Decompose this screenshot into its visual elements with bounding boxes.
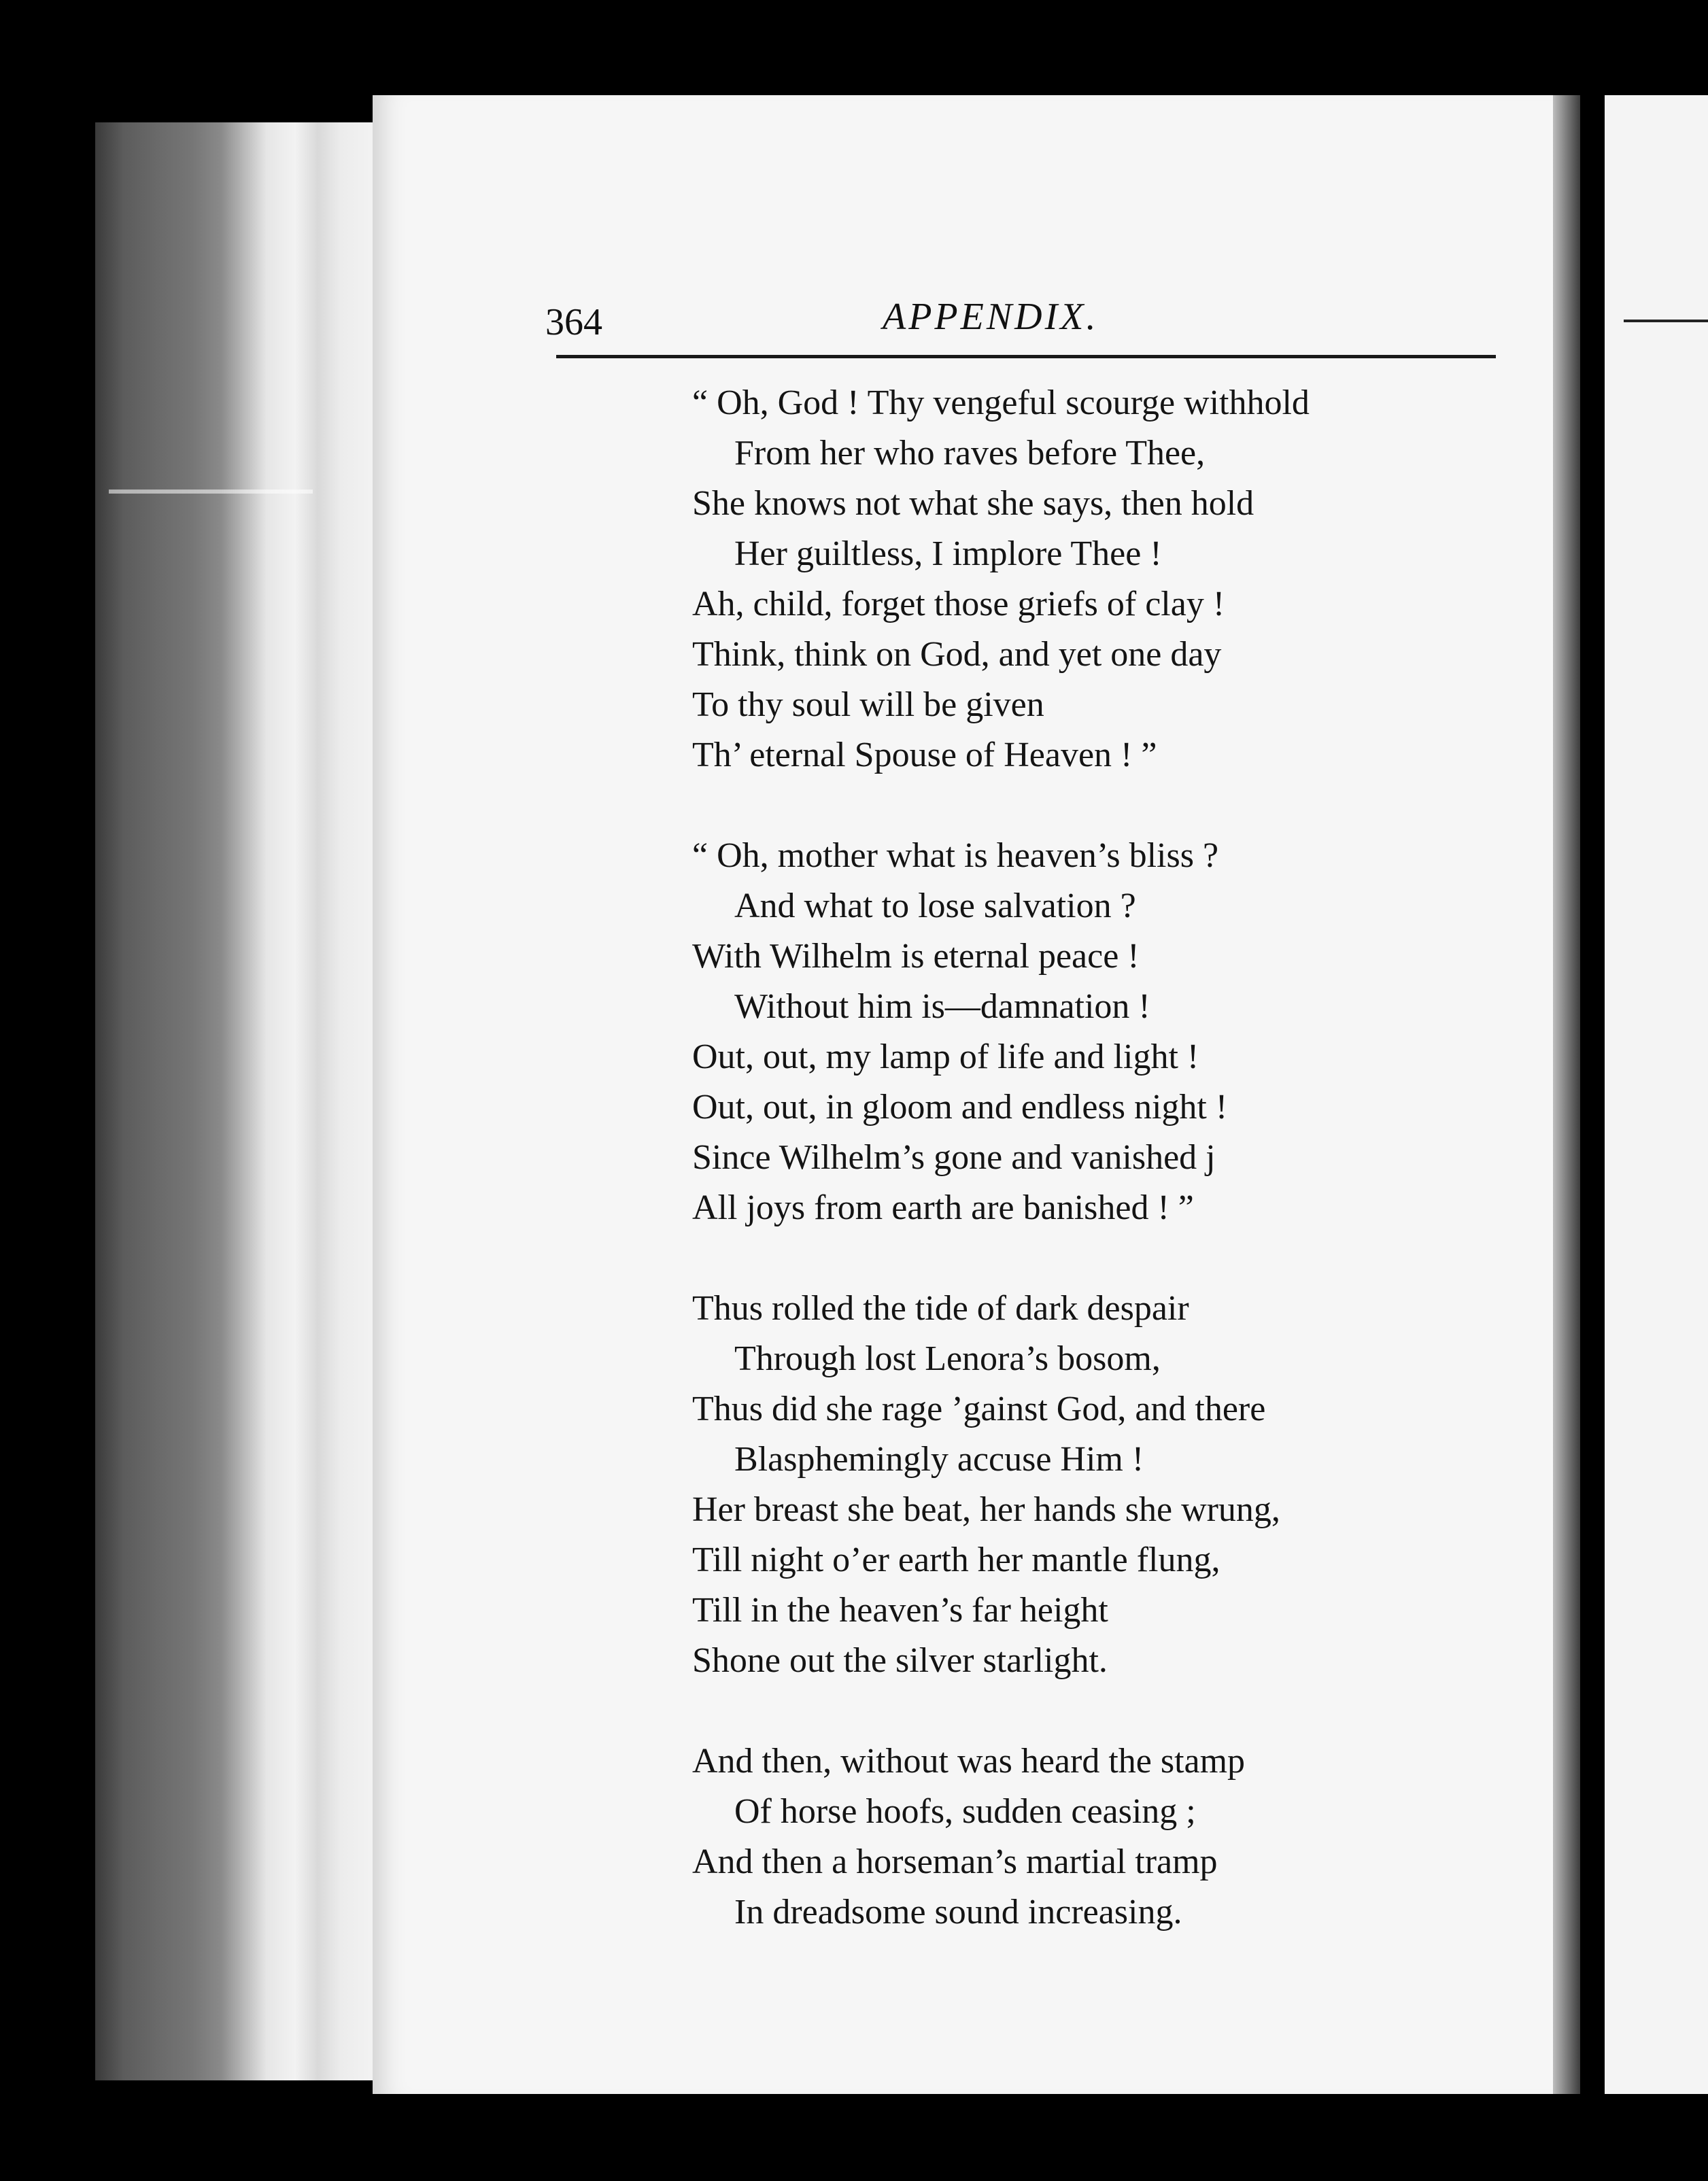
poem-line: In dreadsome sound increasing. [734,1893,1182,1931]
poem-line: Her breast she beat, her hands she wrung, [692,1490,1280,1529]
poem-line: Th’ eternal Spouse of Heaven ! ” [692,736,1157,774]
poem-line: Since Wilhelm’s gone and vanished j [692,1138,1216,1177]
poem-line: She knows not what she says, then hold [692,484,1254,523]
poem-line: And then, without was heard the stamp [692,1742,1246,1781]
poem-line: Blasphemingly accuse Him ! [734,1440,1144,1479]
poem-line: All joys from earth are banished ! ” [692,1188,1194,1227]
poem-line: Shone out the silver starlight. [692,1641,1108,1680]
poem-line: From her who raves before Thee, [734,434,1206,473]
poem-line: Think, think on God, and yet one day [692,635,1222,674]
poem-line: Till in the heaven’s far height [692,1591,1108,1630]
poem-line: “ Oh, mother what is heaven’s bliss ? [692,836,1219,875]
stanza-4 [692,1736,1494,1938]
page-header [545,287,1497,355]
stanza-1 [692,378,1494,780]
poem-line: And then a horseman’s martial tramp [692,1842,1218,1881]
poem-line: Of horse hoofs, sudden ceasing ; [734,1792,1196,1831]
facing-page-rule [1624,320,1708,322]
poem-line: Her guiltless, I implore Thee ! [734,534,1162,573]
poem-line: “ Oh, God ! Thy vengeful scourge withhold [692,383,1310,422]
poem-line: Through lost Lenora’s bosom, [734,1339,1161,1378]
poem-line: With Wilhelm is eternal peace ! [692,937,1140,976]
stanza-2 [692,831,1494,1233]
poem-body [692,378,1494,1988]
poem-line: Thus rolled the tide of dark despair [692,1289,1189,1328]
facing-page-edge [1605,95,1708,2094]
poem-line: Ah, child, forget those griefs of clay ! [692,585,1225,623]
stanza-3 [692,1284,1494,1686]
poem-line: Thus did she rage ’gainst God, and there [692,1390,1266,1428]
poem-line: Out, out, my lamp of life and light ! [692,1037,1199,1076]
running-title: APPENDIX. [883,296,1099,338]
book-gutter [1553,95,1580,2094]
poem-line: Till night o’er earth her mantle flung, [692,1541,1220,1579]
page-fore-edge [95,122,381,2080]
poem-line: Without him is—damnation ! [734,987,1150,1026]
poem-line: Out, out, in gloom and endless night ! [692,1088,1228,1127]
edge-streak [109,490,313,494]
poem-line: To thy soul will be given [692,685,1044,724]
poem-line: And what to lose salvation ? [734,887,1136,925]
page-number: 364 [545,301,602,343]
header-rule [556,355,1496,358]
